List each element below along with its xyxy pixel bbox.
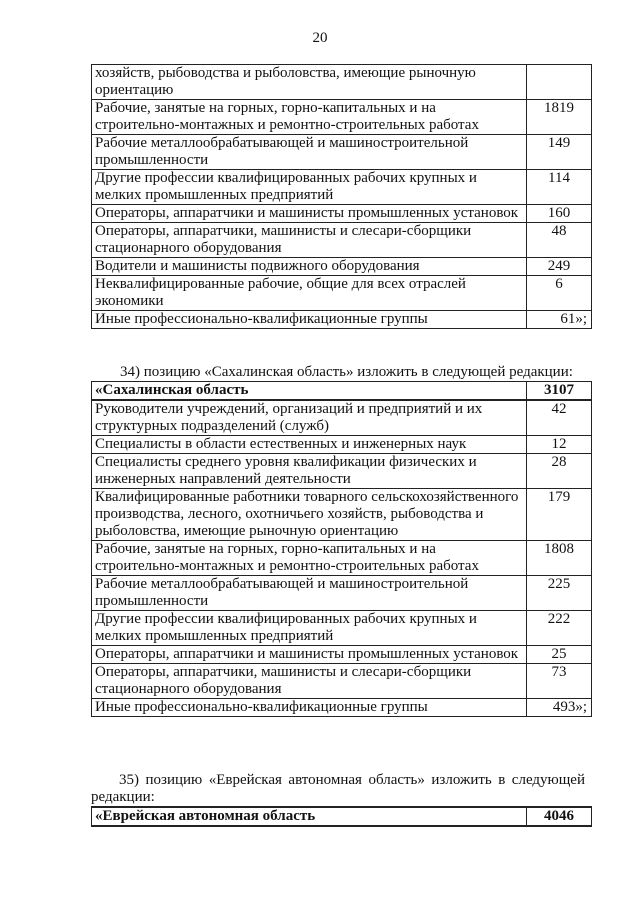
row-value: 149: [527, 135, 592, 170]
row-value: 222: [527, 611, 592, 646]
row-value: 25: [527, 646, 592, 664]
table-row: [92, 100, 592, 135]
row-value: 12: [527, 436, 592, 454]
table-row: [92, 436, 592, 454]
row-label: Водители и машинисты подвижного оборудования: [92, 258, 527, 276]
row-label: Другие профессии квалифицированных рабочих крупных и мелких промышленных предприятий: [92, 170, 527, 205]
row-value: [527, 65, 592, 100]
row-value: 493»;: [527, 699, 592, 717]
row-label: Операторы, аппаратчики и машинисты промышленных установок: [92, 205, 527, 223]
row-label: Специалисты в области естественных и инженерных наук: [92, 436, 527, 454]
region-total: 3107: [527, 382, 592, 401]
row-label: Квалифицированные работники товарного сельскохозяйственного производства, лесного, охотничьего хозяйств, рыбоводства и рыболовства, имеющие рыночную ориентацию: [92, 489, 527, 541]
jewish-autonomous-region-table: [91, 806, 592, 827]
row-value: 61»;: [527, 311, 592, 329]
region-total: 4046: [527, 807, 592, 826]
row-label: Рабочие, занятые на горных, горно-капитальных и на строительно-монтажных и ремонтно-строительных работах: [92, 100, 527, 135]
table-header-row: [92, 382, 592, 401]
row-label: Операторы, аппаратчики, машинисты и слесари-сборщики стационарного оборудования: [92, 223, 527, 258]
table-row: [92, 276, 592, 311]
table-row: [92, 65, 592, 100]
row-label: Другие профессии квалифицированных рабочих крупных и мелких промышленных предприятий: [92, 611, 527, 646]
row-value: 249: [527, 258, 592, 276]
table-row: [92, 223, 592, 258]
sakhalin-region-table: [91, 381, 592, 717]
table-row: [92, 170, 592, 205]
table-row: [92, 135, 592, 170]
row-label: Иные профессионально-квалификационные группы: [92, 699, 527, 717]
row-value: 28: [527, 454, 592, 489]
row-value: 179: [527, 489, 592, 541]
row-value: 42: [527, 400, 592, 436]
row-label: Рабочие металлообрабатывающей и машиностроительной промышленности: [92, 135, 527, 170]
row-value: 48: [527, 223, 592, 258]
table-row: [92, 489, 592, 541]
row-value: 1819: [527, 100, 592, 135]
region-name: «Еврейская автономная область: [92, 807, 527, 826]
paragraph-34: 34) позицию «Сахалинская область» изложить в следующей редакции:: [120, 364, 573, 380]
occupation-table-continued: [91, 64, 592, 329]
row-value: 6: [527, 276, 592, 311]
row-label: Рабочие, занятые на горных, горно-капитальных и на строительно-монтажных и ремонтно-строительных работах: [92, 541, 527, 576]
row-value: 160: [527, 205, 592, 223]
row-value: 73: [527, 664, 592, 699]
row-label: хозяйств, рыбоводства и рыболовства, имеющие рыночную ориентацию: [92, 65, 527, 100]
row-label: Иные профессионально-квалификационные группы: [92, 311, 527, 329]
table-row: [92, 454, 592, 489]
region-name: «Сахалинская область: [92, 382, 527, 401]
row-label: Неквалифицированные рабочие, общие для всех отраслей экономики: [92, 276, 527, 311]
table-row: [92, 664, 592, 699]
table-row: [92, 699, 592, 717]
table-row: [92, 258, 592, 276]
row-value: 114: [527, 170, 592, 205]
table-header-row: [92, 807, 592, 826]
table-row: [92, 541, 592, 576]
table-row: [92, 205, 592, 223]
paragraph-35: 35) позицию «Еврейская автономная область» изложить в следующей редакции:: [91, 772, 585, 805]
page-number: 20: [312, 30, 328, 46]
row-value: 1808: [527, 541, 592, 576]
table-row: [92, 611, 592, 646]
row-label: Операторы, аппаратчики, машинисты и слесари-сборщики стационарного оборудования: [92, 664, 527, 699]
table-row: [92, 400, 592, 436]
table-row: [92, 311, 592, 329]
table-row: [92, 576, 592, 611]
row-label: Специалисты среднего уровня квалификации физических и инженерных направлений деятельности: [92, 454, 527, 489]
row-label: Рабочие металлообрабатывающей и машиностроительной промышленности: [92, 576, 527, 611]
table-row: [92, 646, 592, 664]
row-value: 225: [527, 576, 592, 611]
row-label: Руководители учреждений, организаций и предприятий и их структурных подразделений (служб): [92, 400, 527, 436]
row-label: Операторы, аппаратчики и машинисты промышленных установок: [92, 646, 527, 664]
